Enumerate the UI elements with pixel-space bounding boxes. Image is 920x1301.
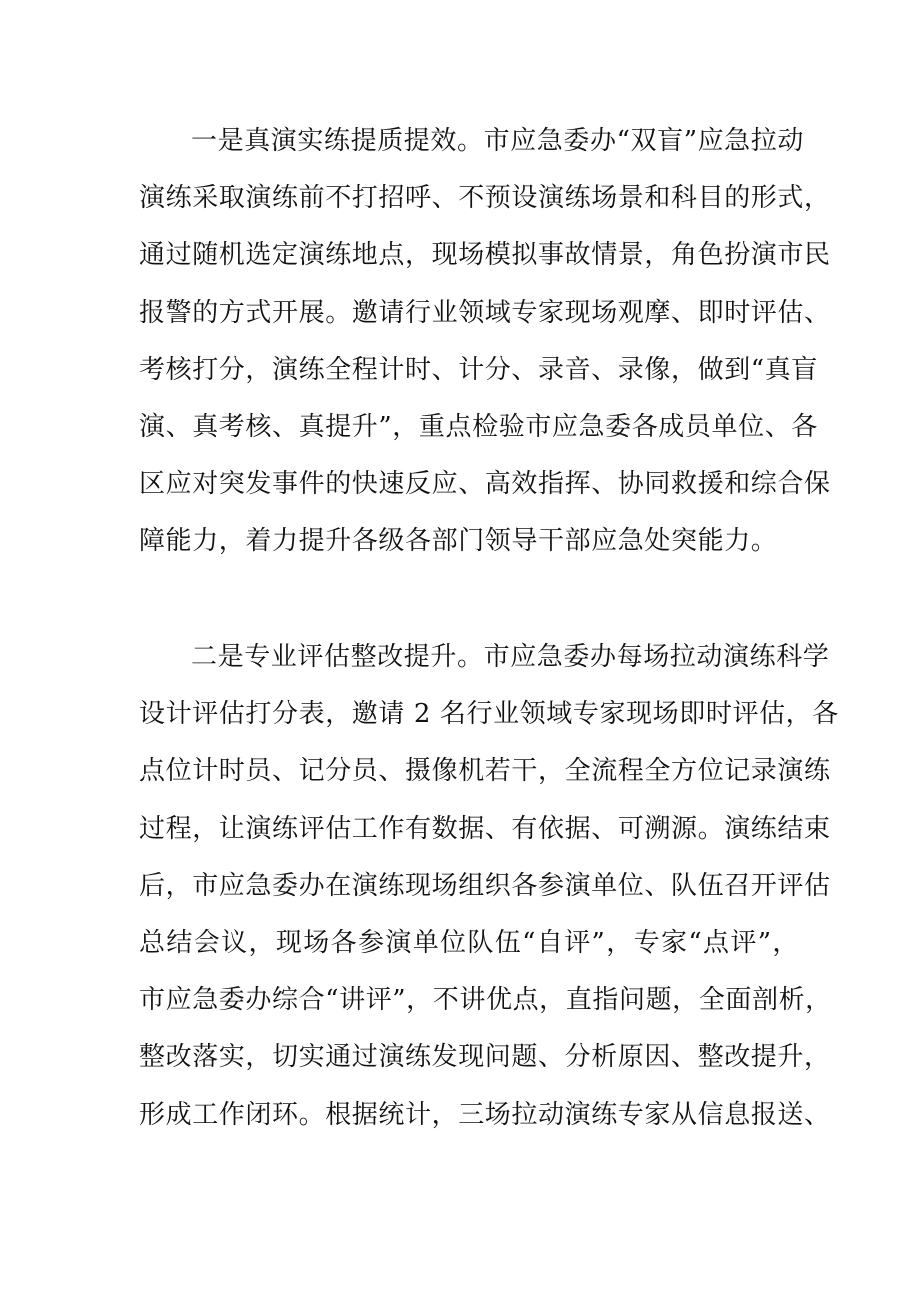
paragraph-line: 设计评估打分表，邀请 2 名行业领域专家现场即时评估，各 xyxy=(139,699,839,730)
paragraph-line: 形成工作闭环。根据统计，三场拉动演练专家从信息报送、 xyxy=(139,1099,831,1130)
paragraph-professional-evaluation xyxy=(139,629,839,1144)
paragraph-real-drill xyxy=(139,113,831,571)
paragraph-line: 过程，让演练评估工作有数据、有依据、可溯源。演练结束 xyxy=(139,813,831,844)
paragraph-line: 障能力，着力提升各级各部门领导干部应急处突能力。 xyxy=(139,526,778,557)
paragraph-line: 一是真演实练提质提效。市应急委办“双盲”应急拉动 xyxy=(191,126,804,156)
paragraph-line: 区应对突发事件的快速反应、高效指挥、协同救援和综合保 xyxy=(139,469,831,500)
paragraph-line: 通过随机选定演练地点，现场模拟事故情景，角色扮演市民 xyxy=(139,240,831,271)
paragraph-line: 二是专业评估整改提升。市应急委办每场拉动演练科学 xyxy=(191,642,830,672)
paragraph-line: 后，市应急委办在演练现场组织各参演单位、队伍召开评估 xyxy=(139,870,831,901)
paragraph-line: 总结会议，现场各参演单位队伍“自评”，专家“点评”， xyxy=(139,927,799,958)
paragraph-line: 演、真考核、真提升”，重点检验市应急委各成员单位、各 xyxy=(139,411,818,442)
paragraph-line: 市应急委办综合“讲评”，不讲优点，直指问题，全面剖析， xyxy=(139,985,832,1016)
paragraph-line: 演练采取演练前不打招呼、不预设演练场景和科目的形式， xyxy=(139,183,831,214)
paragraph-line: 点位计时员、记分员、摄像机若干，全流程全方位记录演练 xyxy=(139,756,831,787)
paragraph-line: 报警的方式开展。邀请行业领域专家现场观摩、即时评估、 xyxy=(139,297,831,328)
paragraph-line: 考核打分，演练全程计时、计分、录音、录像，做到“真盲 xyxy=(139,354,818,385)
paragraph-line: 整改落实，切实通过演练发现问题、分析原因、整改提升， xyxy=(139,1042,831,1073)
